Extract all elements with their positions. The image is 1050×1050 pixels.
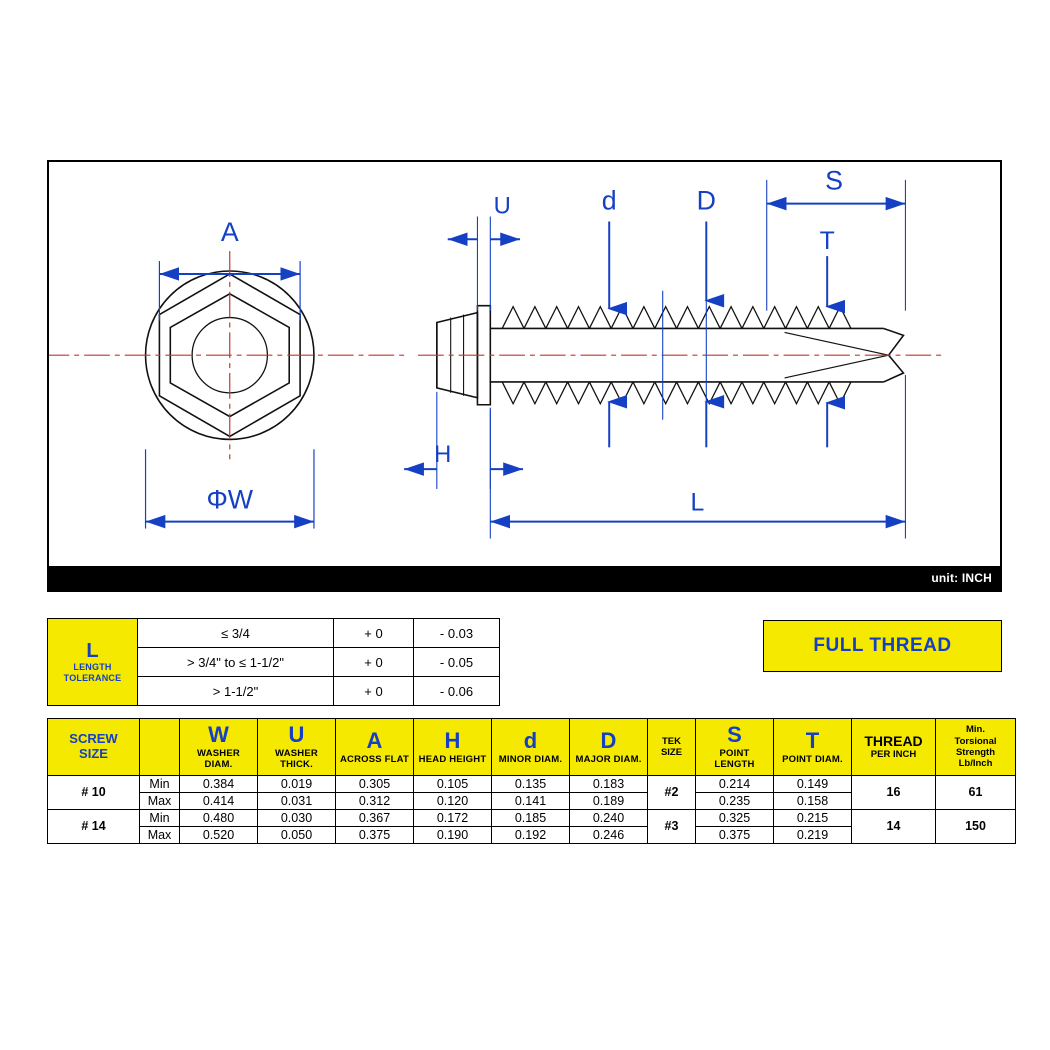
svg-text:L: L	[690, 489, 705, 517]
cell-minor-diam: 0.135	[492, 775, 570, 792]
header-minmax	[140, 719, 180, 776]
header-d-sub: MINOR DIAM.	[498, 753, 563, 765]
svg-text:D: D	[696, 185, 716, 216]
cell-point-diam: 0.149	[774, 775, 852, 792]
tolerance-range: > 3/4" to ≤ 1-1/2"	[138, 648, 334, 677]
header-torsional-strength	[936, 719, 1016, 776]
cell-point-length: 0.214	[696, 775, 774, 792]
cell-major-diam: 0.183	[570, 775, 648, 792]
svg-text:ΦW: ΦW	[206, 484, 254, 515]
header-u-sub: WASHER THICK.	[275, 748, 318, 771]
cell-minmax: Min	[140, 809, 180, 826]
header-thread-line1: THREAD	[864, 733, 923, 750]
cell-point-diam: 0.215	[774, 809, 852, 826]
cell-washer-diam: 0.384	[180, 775, 258, 792]
cell-across-flat: 0.305	[336, 775, 414, 792]
table-row	[48, 809, 1016, 826]
svg-text:d: d	[601, 185, 617, 216]
cell-head-height: 0.172	[414, 809, 492, 826]
tolerance-minus: - 0.03	[414, 619, 500, 648]
header-thread-per-inch	[852, 719, 936, 776]
cell-point-length: 0.235	[696, 792, 774, 809]
svg-text:U: U	[493, 192, 511, 220]
cell-washer-thick: 0.031	[258, 792, 336, 809]
header-screw-size	[48, 719, 140, 776]
header-s-sub: POINT LENGTH	[714, 748, 755, 771]
cell-washer-diam: 0.414	[180, 792, 258, 809]
header-t-sub: POINT DIAM.	[782, 753, 843, 765]
length-tolerance-table	[47, 618, 500, 706]
svg-text:S: S	[825, 165, 844, 196]
center-line	[49, 251, 408, 459]
header-s-symbol: S	[727, 722, 742, 747]
table-row	[48, 775, 1016, 792]
cell-head-height: 0.120	[414, 792, 492, 809]
cell-washer-thick: 0.019	[258, 775, 336, 792]
tolerance-range: ≤ 3/4	[138, 619, 334, 648]
cell-major-diam: 0.240	[570, 809, 648, 826]
header-washer-diam	[180, 719, 258, 776]
cell-point-length: 0.325	[696, 809, 774, 826]
cell-point-diam: 0.219	[774, 826, 852, 843]
header-tek-size	[648, 719, 696, 776]
dimension-W	[146, 449, 314, 528]
cell-across-flat: 0.367	[336, 809, 414, 826]
header-t-symbol: T	[805, 727, 820, 753]
cell-torsional-strength: 61	[936, 775, 1016, 809]
svg-text:T: T	[819, 228, 835, 256]
tolerance-plus: + 0	[334, 677, 414, 706]
dimension-L	[490, 375, 905, 538]
tolerance-range: > 1-1/2"	[138, 677, 334, 706]
header-d-symbol: d	[523, 727, 538, 753]
table-row	[48, 619, 500, 648]
tolerance-plus: + 0	[334, 619, 414, 648]
header-torsion-line2: Torsional	[954, 735, 997, 747]
header-thread-line2: PER INCH	[870, 749, 917, 761]
screw-technical-drawing	[49, 162, 1000, 590]
header-a-sub: ACROSS FLAT	[339, 753, 410, 765]
header-w-sub: WASHER DIAM.	[197, 748, 240, 771]
cell-minor-diam: 0.141	[492, 792, 570, 809]
header-torsion-line3: Strength	[955, 746, 996, 758]
cell-across-flat: 0.375	[336, 826, 414, 843]
cell-washer-thick: 0.050	[258, 826, 336, 843]
header-tek-line2: SIZE	[660, 746, 683, 758]
header-screw-size-line2: SIZE	[79, 745, 108, 761]
cell-torsional-strength: 150	[936, 809, 1016, 843]
header-a-symbol: A	[366, 727, 383, 753]
header-torsion-line1: Min.	[966, 724, 985, 736]
cell-washer-thick: 0.030	[258, 809, 336, 826]
dimension-d	[602, 186, 617, 448]
dimension-U	[448, 193, 520, 311]
table-header-row	[48, 719, 1016, 776]
tolerance-subtitle-1: LENGTH	[73, 661, 112, 672]
dimension-S	[767, 166, 906, 311]
dimension-T	[820, 228, 835, 447]
tolerance-title-cell	[48, 619, 138, 706]
header-point-length	[696, 719, 774, 776]
cell-minor-diam: 0.192	[492, 826, 570, 843]
cell-head-height: 0.105	[414, 775, 492, 792]
cell-tek-size: #3	[648, 809, 696, 843]
unit-label: unit: INCH	[931, 571, 992, 585]
cell-tek-size: #2	[648, 775, 696, 809]
svg-text:A: A	[220, 217, 239, 248]
cell-major-diam: 0.189	[570, 792, 648, 809]
cell-thread-per-inch: 14	[852, 809, 936, 843]
tolerance-minus: - 0.05	[414, 648, 500, 677]
cell-minmax: Min	[140, 775, 180, 792]
cell-minor-diam: 0.185	[492, 809, 570, 826]
cell-thread-per-inch: 16	[852, 775, 936, 809]
cell-screw-size: # 10	[48, 775, 140, 809]
header-across-flat	[336, 719, 414, 776]
header-u-symbol: U	[288, 722, 305, 747]
cell-across-flat: 0.312	[336, 792, 414, 809]
header-major-diam	[570, 719, 648, 776]
tolerance-plus: + 0	[334, 648, 414, 677]
header-torsion-line4: Lb/Inch	[958, 758, 993, 770]
cell-screw-size: # 14	[48, 809, 140, 843]
header-minor-diam	[492, 719, 570, 776]
cell-washer-diam: 0.520	[180, 826, 258, 843]
tolerance-title: L	[86, 639, 99, 662]
cell-minmax: Max	[140, 792, 180, 809]
screw-specification-table	[47, 718, 1016, 844]
header-tek-line1: TEK	[662, 735, 681, 747]
tolerance-subtitle-2: TOLERANCE	[63, 673, 122, 683]
cell-major-diam: 0.246	[570, 826, 648, 843]
header-head-height	[414, 719, 492, 776]
full-thread-badge	[763, 620, 1002, 672]
header-washer-thick	[258, 719, 336, 776]
cell-washer-diam: 0.480	[180, 809, 258, 826]
cell-minmax: Max	[140, 826, 180, 843]
header-w-symbol: W	[208, 722, 229, 747]
tolerance-minus: - 0.06	[414, 677, 500, 706]
header-screw-size-line1: SCREW	[69, 731, 118, 746]
cell-head-height: 0.190	[414, 826, 492, 843]
header-h-sub: HEAD HEIGHT	[418, 753, 487, 765]
header-bigd-symbol: D	[600, 727, 617, 753]
technical-drawing-panel	[47, 160, 1002, 592]
svg-text:H: H	[434, 441, 452, 469]
cell-point-diam: 0.158	[774, 792, 852, 809]
header-h-symbol: H	[444, 727, 461, 753]
dimension-H	[404, 392, 523, 489]
full-thread-label: FULL THREAD	[813, 635, 952, 656]
header-point-diam	[774, 719, 852, 776]
unit-bar	[47, 566, 1002, 592]
cell-point-length: 0.375	[696, 826, 774, 843]
header-bigd-sub: MAJOR DIAM.	[575, 753, 642, 765]
